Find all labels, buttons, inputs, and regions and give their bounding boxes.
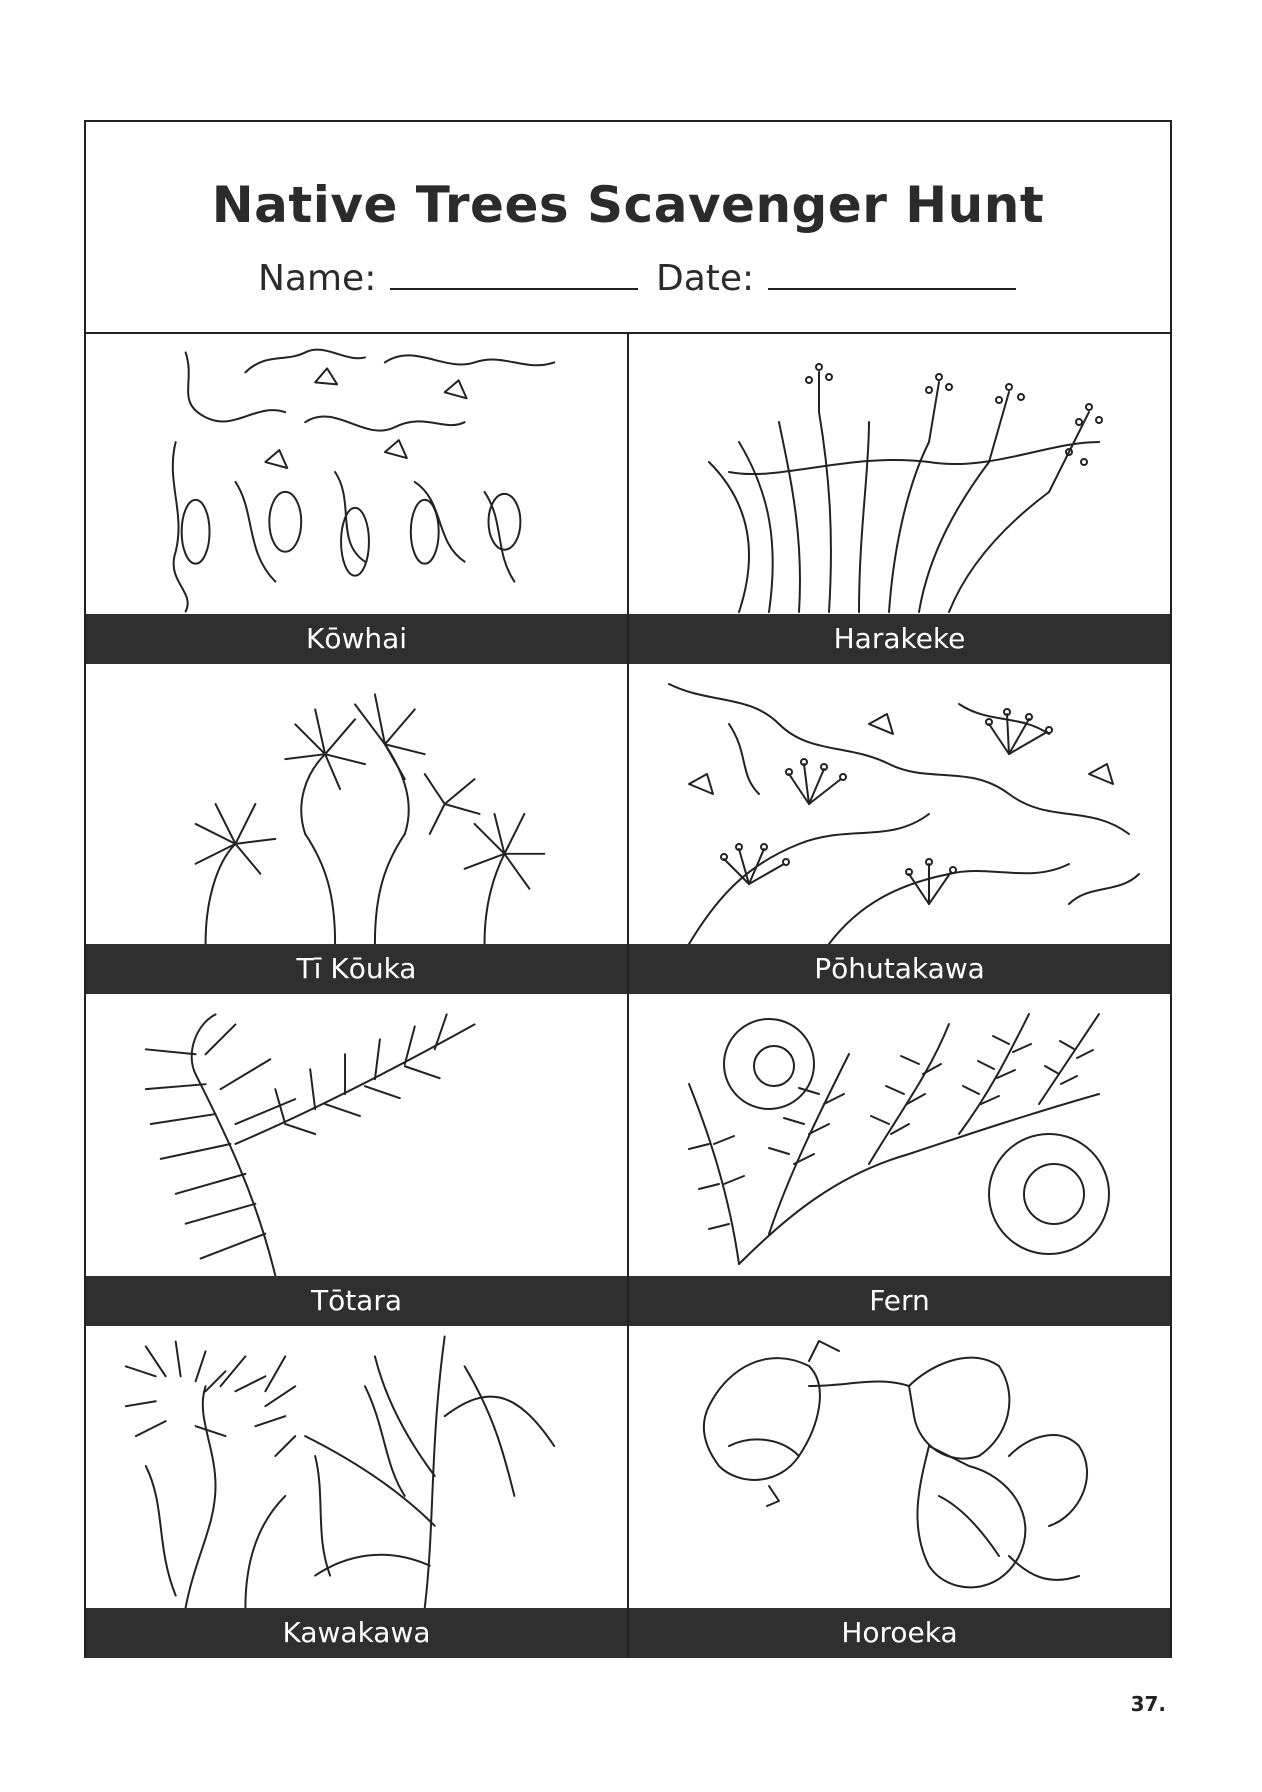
tree-card-kawakawa <box>86 1326 629 1658</box>
tree-label: Kawakawa <box>86 1608 627 1658</box>
kowhai-icon <box>86 332 627 614</box>
kawakawa-icon <box>86 1326 627 1608</box>
tree-grid <box>86 332 1170 1658</box>
date-line[interactable] <box>768 260 1016 290</box>
tree-label: Harakeke <box>629 614 1170 664</box>
tree-label: Pōhutakawa <box>629 944 1170 994</box>
fern-icon <box>629 994 1170 1276</box>
horoeka-icon <box>629 1326 1170 1608</box>
tree-card-horoeka <box>629 1326 1170 1658</box>
tree-card-ti-kouka <box>86 664 629 994</box>
name-label: Name: <box>258 258 377 299</box>
name-line[interactable] <box>390 260 638 290</box>
ti-kouka-icon <box>86 664 627 944</box>
worksheet <box>84 120 1172 1658</box>
tree-label: Fern <box>629 1276 1170 1326</box>
tree-label: Tī Kōuka <box>86 944 627 994</box>
pohutakawa-icon <box>629 664 1170 944</box>
tree-label: Horoeka <box>629 1608 1170 1658</box>
date-label: Date: <box>656 258 755 299</box>
worksheet-header <box>86 122 1170 334</box>
page-title: Native Trees Scavenger Hunt <box>211 176 1045 234</box>
tree-card-kowhai <box>86 332 629 664</box>
tree-label: Kōwhai <box>86 614 627 664</box>
tree-card-fern <box>629 994 1170 1326</box>
harakeke-icon <box>629 332 1170 614</box>
tree-card-pohutakawa <box>629 664 1170 994</box>
date-field[interactable] <box>656 258 1016 299</box>
tree-card-totara <box>86 994 629 1326</box>
page-number: 37. <box>1130 1692 1166 1716</box>
tree-card-harakeke <box>629 332 1170 664</box>
name-field[interactable] <box>258 258 638 299</box>
tree-label: Tōtara <box>86 1276 627 1326</box>
totara-icon <box>86 994 627 1276</box>
